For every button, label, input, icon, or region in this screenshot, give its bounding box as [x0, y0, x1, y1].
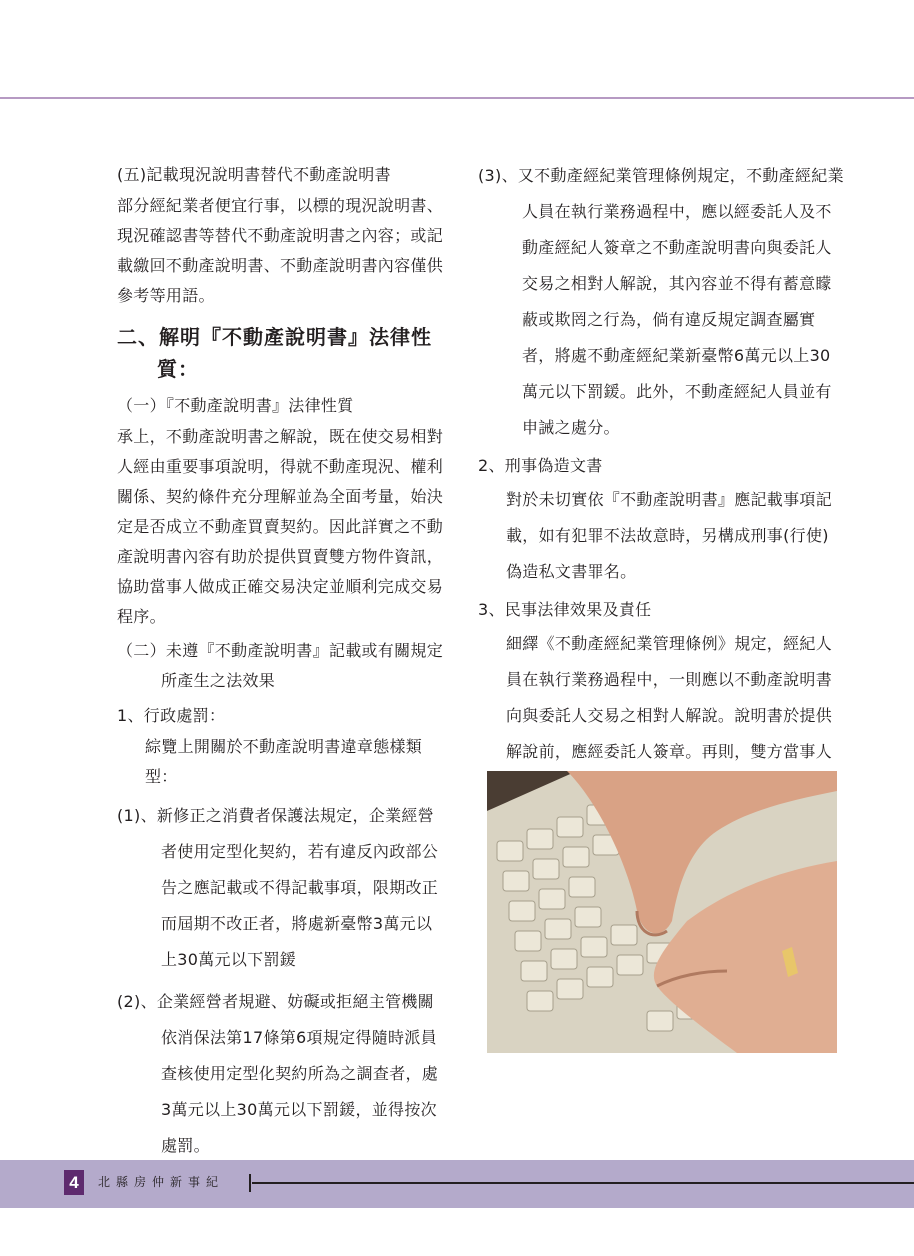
paragraph-one: 承上，不動產說明書之解說，既在使交易相對人經由重要事項說明，得就不動產現況、權利關係、契約條件充分理解並為全面考量，始決定是否成立不動產買賣契約。因此詳實之不動產說明書內容有助於提供買賣雙方物件資訊，協助當事人做成正確交易決定並順利完成交易程序。	[117, 427, 444, 626]
section-heading-line1: 二、解明『不動產說明書』法律性	[117, 325, 432, 349]
right-column	[478, 158, 844, 878]
item-three-body: 細繹《不動產經紀業管理條例》規定，經紀人員在執行業務過程中，一則應以不動產說明書向與委託人交易之相對人解說。說明書於提供解說前，應經委託人簽章。再則，雙方當事人	[506, 634, 833, 761]
footer-rule-tick	[249, 1174, 251, 1192]
penalty-point-2: (2)、企業經營者規避、妨礙或拒絕主管機關依消保法第17條第6項規定得隨時派員查核使用定型化契約所為之調查者，處3萬元以上30萬元以下罰鍰，並得按次處罰。	[117, 992, 439, 1155]
item-one-body: 綜覽上開關於不動產說明書違章態樣類型：	[145, 737, 423, 786]
item-three-heading: 3、民事法律效果及責任	[478, 600, 652, 619]
page-number: 4	[64, 1170, 84, 1195]
subheading-five: (五)記載現況說明書替代不動產說明書	[117, 165, 391, 184]
paragraph-five: 部分經紀業者便宜行事，以標的現況說明書、現況確認書等替代不動產說明書之內容；或記載繳回不動產說明書、不動產說明書內容僅供參考等用語。	[117, 196, 444, 305]
subheading-one: （一）『不動產說明書』法律性質	[117, 396, 354, 415]
section-heading-line2: 質：	[157, 357, 199, 381]
section-heading-2	[117, 321, 447, 385]
item-one-heading: 1、行政處罰：	[117, 706, 226, 725]
item-two-heading: 2、刑事偽造文書	[478, 456, 603, 475]
penalty-point-1: (1)、新修正之消費者保護法規定，企業經營者使用定型化契約，若有違反內政部公告之應記載或不得記載事項，限期改正而屆期不改正者，將處新臺幣3萬元以上30萬元以下罰鍰	[117, 806, 439, 969]
penalty-point-3: (3)、又不動產經紀業管理條例規定，不動產經紀業人員在執行業務過程中，應以經委託人及不動產經紀人簽章之不動產說明書向與委託人交易之相對人解說，其內容並不得有蓄意矇蔽或欺罔之行為，倘有違反規定調查屬實者，將處不動產經紀業新臺幣6萬元以上30萬元以下罰鍰。此外，不動產經紀人員並有申誡之處分。	[478, 166, 844, 437]
typing-hands-photo	[487, 771, 837, 1053]
magazine-title: 北縣房仲新事紀	[98, 1175, 225, 1189]
top-divider	[0, 97, 914, 99]
footer-rule	[252, 1182, 914, 1184]
footer-bar	[0, 1160, 914, 1208]
subheading-two: （二）未遵『不動產說明書』記載或有關規定所產生之法效果	[117, 641, 444, 690]
left-column	[117, 158, 447, 1164]
item-two-body: 對於未切實依『不動產說明書』應記載事項記載，如有犯罪不法故意時，另構成刑事(行使)偽造私文書罪名。	[506, 490, 833, 581]
